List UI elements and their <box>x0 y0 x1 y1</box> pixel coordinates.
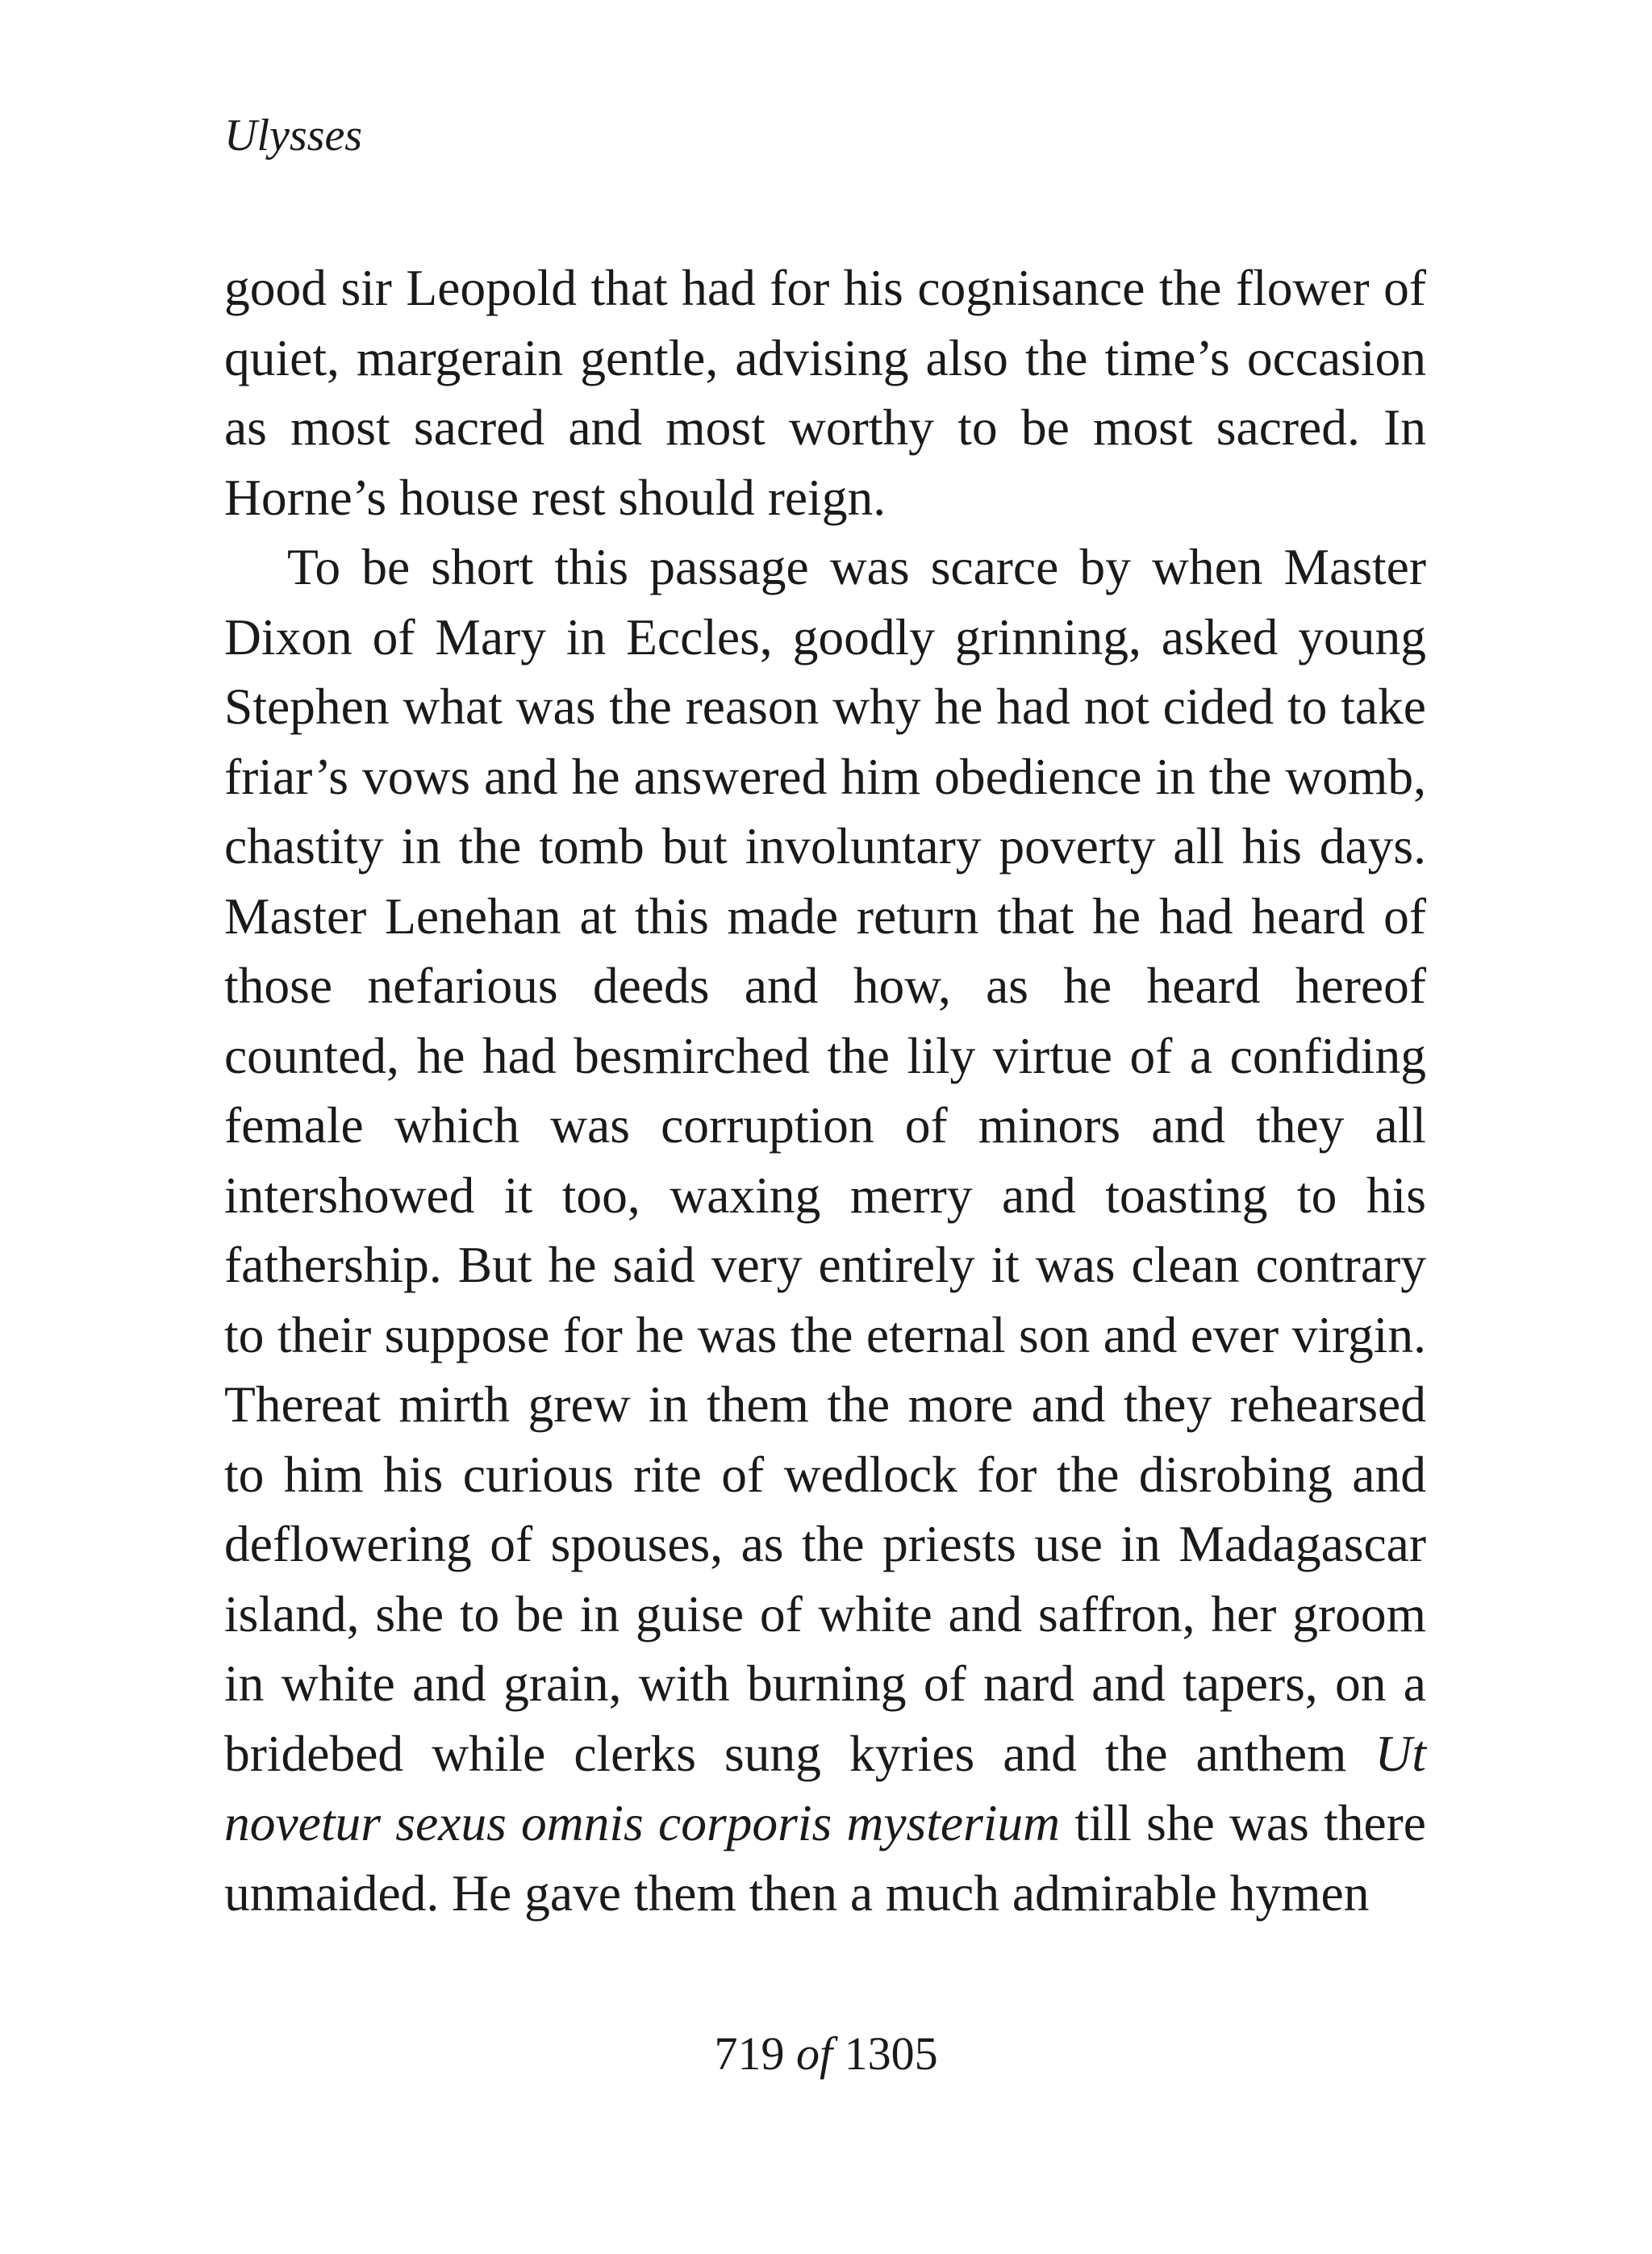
total-pages: 1305 <box>844 2027 938 2080</box>
paragraph <box>224 532 1426 1928</box>
page-number <box>0 2025 1652 2083</box>
page-text <box>224 253 1426 1928</box>
latin-phrase: Ut novetur sexus omnis corporis mysterium <box>224 1724 1426 1851</box>
running-head-title: Ulysses <box>224 111 363 161</box>
page-of-label: of <box>795 2027 833 2080</box>
paragraph-continued: good sir Leopold that had for his cognisance the flower of quiet, margerain gentle, advising also the time’s occasion as most sacred and most worthy to be most sacred. In Horne’s house rest should reign. <box>224 259 1426 526</box>
paragraph-text-part-1: To be short this passage was scarce by when Master Dixon of Mary in Eccles, goodly grinning, asked young Stephen what was the reason why he had not cided to take friar’s vows and he answered him obedience in the womb, chastity in the tomb but involuntary poverty all his days. Master Lenehan at this made return that he had heard of those nefarious deeds and how, as he heard hereof counted, he had besmirched the lily virtue of a confiding female which was corruption of minors and they all intershowed it too, waxing merry and toasting to his fathership. But he said very entirely it was clean contrary to their suppose for he was the eternal son and ever virgin. Thereat mirth grew in them the more and they rehearsed to him his curious rite of wedlock for the disrobing and deflowering of spouses, as the priests use in Madagascar island, she to be in guise of white and saffron, her groom in white and grain, with burning of nard and tapers, on a bridebed while clerks sung kyries and the anthem <box>224 538 1426 1782</box>
paragraph-text-part-2: till she was there unmaided. He gave them then a much admirable hymen <box>224 1794 1426 1922</box>
current-page: 719 <box>714 2027 785 2080</box>
